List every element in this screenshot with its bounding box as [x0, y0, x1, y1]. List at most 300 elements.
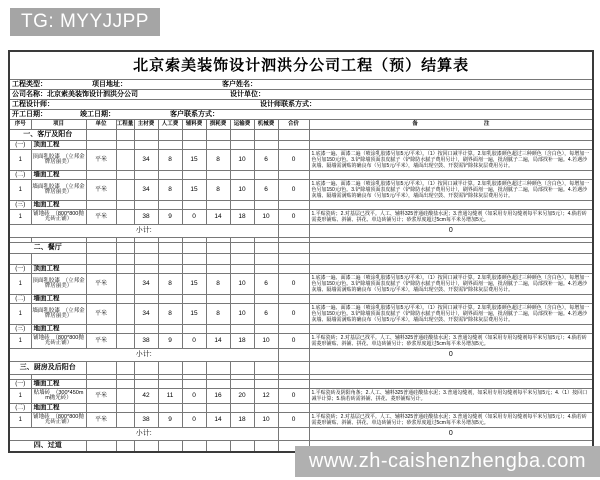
- subtotal-label-cell: 小计:: [9, 349, 278, 362]
- value-cell: 0: [278, 274, 309, 295]
- empty-cell: [230, 254, 254, 265]
- value-cell: 20: [230, 389, 254, 404]
- empty-cell: [278, 295, 309, 304]
- value-cell: 10: [230, 304, 254, 325]
- customer-contact-label: 客户联系方式：: [170, 110, 219, 118]
- subtotal-total-cell: 0: [309, 349, 593, 362]
- company-name-label: 公司名称：北京索美装饰设计泗洪分公司: [12, 90, 138, 98]
- item-name-cell: 顶面乳胶漆 （立邦金牌居丽美）: [31, 150, 86, 171]
- remark-cell: 1.底漆一遍、面漆二遍（喷涂乳胶漆另加5元/平米）。（1）按回口减半计算。2.如乳胶漆颜色超过三种颜色（含白色），每增加一色另加150元/色。3.铲除墙顶面表皮腻子（铲除防水腻子费用另计），刷界面剂一遍，批刮腻子二遍，局部找补一遍。4.若遇沙灰墙、隔墙需满贴的确良布（另加5元/平米），墙面出现空鼓、开裂需铲除抹灰层费用另计。: [309, 180, 593, 201]
- sub-label-cell: 顶面工程: [31, 265, 86, 274]
- sub-label-cell: 地面工程: [31, 404, 86, 413]
- empty-cell: [309, 265, 593, 274]
- quantity-cell: [116, 150, 134, 171]
- value-cell: 34: [134, 180, 158, 201]
- value-cell: 0: [278, 180, 309, 201]
- empty-cell: [278, 141, 309, 150]
- remark-cell: 1.底漆一遍、面漆二遍（喷涂乳胶漆另加5元/平米）。（1）按回口减半计算。2.如乳胶漆颜色超过三种颜色（含白色），每增加一色另加150元/色。3.铲除墙顶面表皮腻子（铲除防水腻子费用另计），刷界面剂一遍，批刮腻子二遍，局部找补一遍。4.若遇沙灰墙、隔墙需满贴的确良布（另加5元/平米），墙面出现空鼓、开裂需铲除抹灰层费用另计。: [309, 150, 593, 171]
- empty-cell: [134, 295, 158, 304]
- value-cell: 8: [206, 180, 230, 201]
- empty-cell: [86, 380, 116, 389]
- table-row-sub: [9, 141, 593, 150]
- sheet-title: 北京索美装饰设计泗洪分公司工程（预）结算表: [9, 51, 593, 80]
- empty-cell: [182, 254, 206, 265]
- remark-cell: 1.底漆一遍、面漆二遍（喷涂乳胶漆另加5元/平米）。（1）按回口减半计算。2.如乳胶漆颜色超过三种颜色（含白色），每增加一色另加150元/色。3.铲除墙顶面表皮腻子（铲除防水腻子费用另计），刷界面剂一遍，批刮腻子二遍，局部找补一遍。4.若遇沙灰墙、隔墙需满贴的确良布（另加5元/平米），墙面出现空鼓、开裂需铲除抹灰层费用另计。: [309, 304, 593, 325]
- value-cell: 10: [230, 274, 254, 295]
- item-no-cell: 1: [9, 150, 31, 171]
- sub-no-cell: (二): [9, 171, 31, 180]
- empty-cell: [254, 441, 278, 453]
- empty-cell: [116, 243, 134, 254]
- watermark-bar: www.zh-caishenzhengba.com: [295, 446, 600, 477]
- empty-cell: [309, 243, 593, 254]
- value-cell: 9: [158, 210, 182, 225]
- empty-cell: [9, 254, 31, 265]
- table-row-sub: [9, 325, 593, 334]
- value-cell: 15: [182, 150, 206, 171]
- empty-cell: [206, 201, 230, 210]
- empty-cell: [182, 441, 206, 453]
- empty-cell: [230, 171, 254, 180]
- value-cell: 14: [206, 210, 230, 225]
- end-date-label: 竣工日期：: [80, 110, 115, 118]
- value-cell: 11: [158, 389, 182, 404]
- empty-cell: [309, 362, 593, 375]
- empty-cell: [230, 441, 254, 453]
- empty-cell: [230, 325, 254, 334]
- value-cell: 0: [278, 150, 309, 171]
- subtotal-label-cell: 小计:: [9, 428, 278, 441]
- empty-cell: [182, 404, 206, 413]
- empty-cell: [182, 295, 206, 304]
- empty-cell: [254, 243, 278, 254]
- value-cell: 10: [254, 210, 278, 225]
- info-cell: [9, 80, 593, 90]
- table-row-blank-tall: [9, 254, 593, 265]
- empty-cell: [230, 141, 254, 150]
- sub-label-cell: 顶面工程: [31, 141, 86, 150]
- section-label-cell: 四、过道: [9, 441, 86, 453]
- item-no-cell: 1: [9, 413, 31, 428]
- subtotal-total-cell: 0: [309, 428, 593, 441]
- empty-cell: [254, 362, 278, 375]
- column-header-row: [9, 120, 593, 130]
- col-header-unit: 单位: [86, 120, 116, 130]
- empty-cell: [278, 265, 309, 274]
- info-cell: [9, 110, 593, 120]
- title-row: [9, 51, 593, 80]
- value-cell: 6: [254, 274, 278, 295]
- info-row-3: [9, 100, 593, 110]
- empty-cell: [254, 380, 278, 389]
- col-header-quantity: 工程量: [116, 120, 134, 130]
- empty-cell: [116, 380, 134, 389]
- value-cell: 8: [206, 304, 230, 325]
- empty-cell: [158, 380, 182, 389]
- empty-cell: [230, 130, 254, 141]
- empty-cell: [158, 362, 182, 375]
- empty-cell: [182, 171, 206, 180]
- empty-cell: [206, 130, 230, 141]
- empty-cell: [278, 243, 309, 254]
- empty-cell: [134, 265, 158, 274]
- empty-cell: [206, 243, 230, 254]
- value-cell: 18: [230, 334, 254, 349]
- empty-cell: [116, 362, 134, 375]
- empty-cell: [134, 243, 158, 254]
- value-cell: 15: [182, 274, 206, 295]
- empty-cell: [182, 265, 206, 274]
- empty-cell: [230, 201, 254, 210]
- empty-cell: [86, 325, 116, 334]
- value-cell: 38: [134, 413, 158, 428]
- empty-cell: [158, 243, 182, 254]
- col-header-labor: 人工费: [158, 120, 182, 130]
- quantity-cell: [116, 304, 134, 325]
- empty-cell: [134, 380, 158, 389]
- col-header-no: 序号: [9, 120, 31, 130]
- empty-cell: [116, 325, 134, 334]
- empty-cell: [206, 171, 230, 180]
- item-no-cell: 1: [9, 210, 31, 225]
- empty-cell: [254, 265, 278, 274]
- table-row-sub: [9, 380, 593, 389]
- settlement-sheet: [8, 50, 592, 453]
- value-cell: 0: [278, 413, 309, 428]
- table-row-sub: [9, 171, 593, 180]
- value-cell: 6: [254, 150, 278, 171]
- empty-cell: [182, 362, 206, 375]
- value-cell: 14: [206, 413, 230, 428]
- empty-cell: [134, 201, 158, 210]
- empty-cell: [116, 141, 134, 150]
- empty-cell: [158, 441, 182, 453]
- empty-cell: [278, 201, 309, 210]
- value-cell: 9: [158, 413, 182, 428]
- section-label-cell: 二、餐厅: [9, 243, 86, 254]
- empty-cell: [278, 362, 309, 375]
- item-no-cell: 1: [9, 389, 31, 404]
- col-header-remark: 备 注: [309, 120, 593, 130]
- empty-cell: [206, 254, 230, 265]
- empty-cell: [158, 201, 182, 210]
- value-cell: 12: [254, 389, 278, 404]
- table-row-item: [9, 413, 593, 428]
- empty-cell: [134, 171, 158, 180]
- quantity-cell: [116, 274, 134, 295]
- empty-cell: [86, 265, 116, 274]
- table-row-section-tall: [9, 362, 593, 375]
- value-cell: 14: [206, 334, 230, 349]
- empty-cell: [309, 201, 593, 210]
- value-cell: 10: [254, 413, 278, 428]
- value-cell: 15: [182, 304, 206, 325]
- remark-cell: 1.平贴瓷砖；2.对基层已找平。人工、辅料325普通硅酸盐水泥；3.普通勾缝剂（如采用专用勾缝剂每平米另加5元）；4.倘若砖需菱形铺贴、斜铺、拼花、单边砖铺另计；砂浆厚度超过5cm每平米另增加5元。: [309, 334, 593, 349]
- empty-cell: [134, 325, 158, 334]
- quantity-cell: [116, 413, 134, 428]
- empty-cell: [206, 441, 230, 453]
- quantity-cell: [116, 389, 134, 404]
- value-cell: 42: [134, 389, 158, 404]
- empty-cell: [206, 141, 230, 150]
- info-row-2: [9, 90, 593, 100]
- remark-cell: 1.平贴瓷砖及阴阳角条；2.人工、辅料325普通硅酸盐水泥；3.普通勾缝剂，如采用专用勾缝剂每平米另加5元；4.（1）按回口减半计算；5.倘若砖需斜铺、拼花、菱形铺贴另计。: [309, 389, 593, 404]
- value-cell: 34: [134, 304, 158, 325]
- table-row-item: [9, 150, 593, 171]
- sub-label-cell: 墙面工程: [31, 295, 86, 304]
- item-no-cell: 1: [9, 334, 31, 349]
- item-no-cell: 1: [9, 180, 31, 201]
- sub-no-cell: (一): [9, 380, 31, 389]
- empty-cell: [158, 171, 182, 180]
- empty-cell: [230, 295, 254, 304]
- col-header-machinery: 机械费: [254, 120, 278, 130]
- table-row-item: [9, 304, 593, 325]
- empty-cell: [158, 130, 182, 141]
- sub-no-cell: (一): [9, 141, 31, 150]
- table-row-sub: [9, 265, 593, 274]
- col-header-material: 主材费: [134, 120, 158, 130]
- unit-cell: 平米: [86, 334, 116, 349]
- empty-cell: [230, 265, 254, 274]
- subtotal-price-cell: [278, 349, 309, 362]
- subtotal-price-cell: [278, 225, 309, 238]
- table-row-item: [9, 180, 593, 201]
- item-name-cell: 铺地砖 （800*800抛光砖正铺）: [31, 413, 86, 428]
- empty-cell: [86, 141, 116, 150]
- item-name-cell: 墙面乳胶漆 （立邦金牌居丽美）: [31, 180, 86, 201]
- section-label-cell: 一、客厅及阳台: [9, 130, 86, 141]
- col-header-transport: 运输费: [230, 120, 254, 130]
- subtotal-label-cell: 小计:: [9, 225, 278, 238]
- value-cell: 8: [206, 274, 230, 295]
- unit-cell: 平米: [86, 304, 116, 325]
- empty-cell: [116, 441, 134, 453]
- empty-cell: [278, 380, 309, 389]
- value-cell: 6: [254, 304, 278, 325]
- remark-cell: 1.平贴瓷砖；2.对基层已找平。人工、辅料325普通硅酸盐水泥；3.普通勾缝剂（如采用专用勾缝剂每平米另加5元）；4.倘若砖需菱形铺贴、斜铺、拼花、单边砖铺另计；砂浆厚度超过5cm每平米另增加5元。: [309, 210, 593, 225]
- value-cell: 16: [206, 389, 230, 404]
- tg-badge: TG: MYYJJPP: [10, 8, 160, 36]
- unit-cell: 平米: [86, 150, 116, 171]
- value-cell: 0: [278, 389, 309, 404]
- empty-cell: [309, 141, 593, 150]
- info-row-1: [9, 80, 593, 90]
- value-cell: 38: [134, 334, 158, 349]
- empty-cell: [230, 404, 254, 413]
- table-row-subtotal: [9, 225, 593, 238]
- empty-cell: [230, 243, 254, 254]
- empty-cell: [206, 404, 230, 413]
- empty-cell: [86, 243, 116, 254]
- table-row-item: [9, 274, 593, 295]
- empty-cell: [309, 380, 593, 389]
- empty-cell: [206, 325, 230, 334]
- value-cell: 15: [182, 180, 206, 201]
- value-cell: 8: [158, 274, 182, 295]
- empty-cell: [206, 380, 230, 389]
- quantity-cell: [116, 210, 134, 225]
- empty-cell: [182, 243, 206, 254]
- col-header-loss: 损耗费: [206, 120, 230, 130]
- empty-cell: [86, 295, 116, 304]
- empty-cell: [134, 404, 158, 413]
- empty-cell: [254, 404, 278, 413]
- empty-cell: [278, 254, 309, 265]
- unit-cell: 平米: [86, 413, 116, 428]
- empty-cell: [158, 254, 182, 265]
- item-name-cell: 贴墙砖 （300*450mm抛光砖）: [31, 389, 86, 404]
- empty-cell: [206, 295, 230, 304]
- empty-cell: [254, 171, 278, 180]
- empty-cell: [31, 254, 86, 265]
- empty-cell: [230, 362, 254, 375]
- item-name-cell: 墙面乳胶漆 （立邦金牌居丽美）: [31, 304, 86, 325]
- item-no-cell: 1: [9, 274, 31, 295]
- value-cell: 0: [278, 334, 309, 349]
- table-row-subtotal: [9, 349, 593, 362]
- designer-label: 工程设计师：: [12, 100, 54, 108]
- empty-cell: [116, 265, 134, 274]
- empty-cell: [182, 380, 206, 389]
- unit-cell: 平米: [86, 180, 116, 201]
- item-name-cell: 顶面乳胶漆 （立邦金牌居丽美）: [31, 274, 86, 295]
- empty-cell: [254, 141, 278, 150]
- section-label-cell: 三、厨房及后阳台: [9, 362, 86, 375]
- empty-cell: [309, 295, 593, 304]
- remark-cell: 1.平贴瓷砖；2.对基层已找平。人工、辅料325普通硅酸盐水泥；3.普通勾缝剂（如采用专用勾缝剂每平米另加5元）；4.倘若砖需菱形铺贴、斜铺、拼花、单边砖铺另计；砂浆厚度超过5cm每平米另增加5元。: [309, 413, 593, 428]
- item-name-cell: 铺地砖 （800*800抛光砖正铺）: [31, 210, 86, 225]
- empty-cell: [116, 171, 134, 180]
- empty-cell: [86, 404, 116, 413]
- value-cell: 34: [134, 150, 158, 171]
- empty-cell: [134, 130, 158, 141]
- customer-name-label: 客户姓名：: [222, 80, 257, 88]
- empty-cell: [254, 254, 278, 265]
- remark-cell: 1.底漆一遍、面漆二遍（喷涂乳胶漆另加5元/平米）。（1）按回口减半计算。2.如乳胶漆颜色超过三种颜色（含白色），每增加一色另加150元/色。3.铲除墙顶面表皮腻子（铲除防水腻子费用另计），刷界面剂一遍，批刮腻子二遍，局部找补一遍。4.若遇沙灰墙、隔墙需满贴的确良布（另加5元/平米），墙面出现空鼓、开裂需铲除抹灰层费用另计。: [309, 274, 593, 295]
- empty-cell: [309, 325, 593, 334]
- empty-cell: [116, 201, 134, 210]
- table-row-sub: [9, 201, 593, 210]
- empty-cell: [116, 130, 134, 141]
- empty-cell: [309, 130, 593, 141]
- sub-no-cell: (一): [9, 265, 31, 274]
- empty-cell: [134, 254, 158, 265]
- empty-cell: [254, 295, 278, 304]
- table-row-subtotal: [9, 428, 593, 441]
- empty-cell: [182, 201, 206, 210]
- value-cell: 6: [254, 180, 278, 201]
- empty-cell: [134, 441, 158, 453]
- value-cell: 0: [182, 334, 206, 349]
- empty-cell: [182, 325, 206, 334]
- table-row-item: [9, 210, 593, 225]
- value-cell: 10: [230, 150, 254, 171]
- empty-cell: [86, 254, 116, 265]
- start-date-label: 开工日期：: [12, 110, 47, 118]
- empty-cell: [158, 141, 182, 150]
- empty-cell: [254, 201, 278, 210]
- quantity-cell: [116, 180, 134, 201]
- value-cell: 18: [230, 210, 254, 225]
- subtotal-price-cell: [278, 428, 309, 441]
- col-header-auxiliary: 辅料费: [182, 120, 206, 130]
- empty-cell: [116, 254, 134, 265]
- empty-cell: [86, 362, 116, 375]
- info-row-4: [9, 110, 593, 120]
- sub-no-cell: (三): [9, 325, 31, 334]
- value-cell: 38: [134, 210, 158, 225]
- empty-cell: [230, 380, 254, 389]
- empty-cell: [116, 404, 134, 413]
- value-cell: 34: [134, 274, 158, 295]
- table-row-section: [9, 130, 593, 141]
- empty-cell: [86, 171, 116, 180]
- empty-cell: [254, 130, 278, 141]
- empty-cell: [134, 141, 158, 150]
- value-cell: 8: [206, 150, 230, 171]
- empty-cell: [158, 325, 182, 334]
- value-cell: 9: [158, 334, 182, 349]
- info-cell: [9, 100, 593, 110]
- empty-cell: [278, 325, 309, 334]
- col-header-total: 合价: [278, 120, 309, 130]
- empty-cell: [278, 404, 309, 413]
- empty-cell: [206, 362, 230, 375]
- empty-cell: [309, 404, 593, 413]
- info-cell: [9, 90, 593, 100]
- value-cell: 10: [230, 180, 254, 201]
- empty-cell: [309, 254, 593, 265]
- value-cell: 0: [182, 389, 206, 404]
- value-cell: 10: [254, 334, 278, 349]
- project-address-label: 项目地址：: [92, 80, 127, 88]
- sub-label-cell: 地面工程: [31, 201, 86, 210]
- item-no-cell: 1: [9, 304, 31, 325]
- unit-cell: 平米: [86, 210, 116, 225]
- table-row-sub: [9, 404, 593, 413]
- col-header-item: 项目: [31, 120, 86, 130]
- sub-no-cell: (三): [9, 201, 31, 210]
- empty-cell: [134, 362, 158, 375]
- table-row-item: [9, 334, 593, 349]
- empty-cell: [309, 171, 593, 180]
- sub-label-cell: 地面工程: [31, 325, 86, 334]
- quantity-cell: [116, 334, 134, 349]
- designer-contact-label: 设计师联系方式：: [260, 100, 316, 108]
- empty-cell: [86, 130, 116, 141]
- sub-no-cell: (二): [9, 295, 31, 304]
- empty-cell: [182, 141, 206, 150]
- design-unit-label: 设计单位：: [230, 90, 265, 98]
- item-name-cell: 铺地砖 （800*800抛光砖正铺）: [31, 334, 86, 349]
- empty-cell: [86, 201, 116, 210]
- sub-no-cell: (二): [9, 404, 31, 413]
- empty-cell: [158, 265, 182, 274]
- table-row-section: [9, 243, 593, 254]
- empty-cell: [158, 404, 182, 413]
- value-cell: 0: [182, 210, 206, 225]
- settlement-table: [8, 50, 594, 453]
- empty-cell: [182, 130, 206, 141]
- value-cell: 0: [278, 304, 309, 325]
- subtotal-total-cell: 0: [309, 225, 593, 238]
- empty-cell: [278, 171, 309, 180]
- sub-label-cell: 墙面工程: [31, 380, 86, 389]
- empty-cell: [116, 295, 134, 304]
- value-cell: 18: [230, 413, 254, 428]
- value-cell: 0: [182, 413, 206, 428]
